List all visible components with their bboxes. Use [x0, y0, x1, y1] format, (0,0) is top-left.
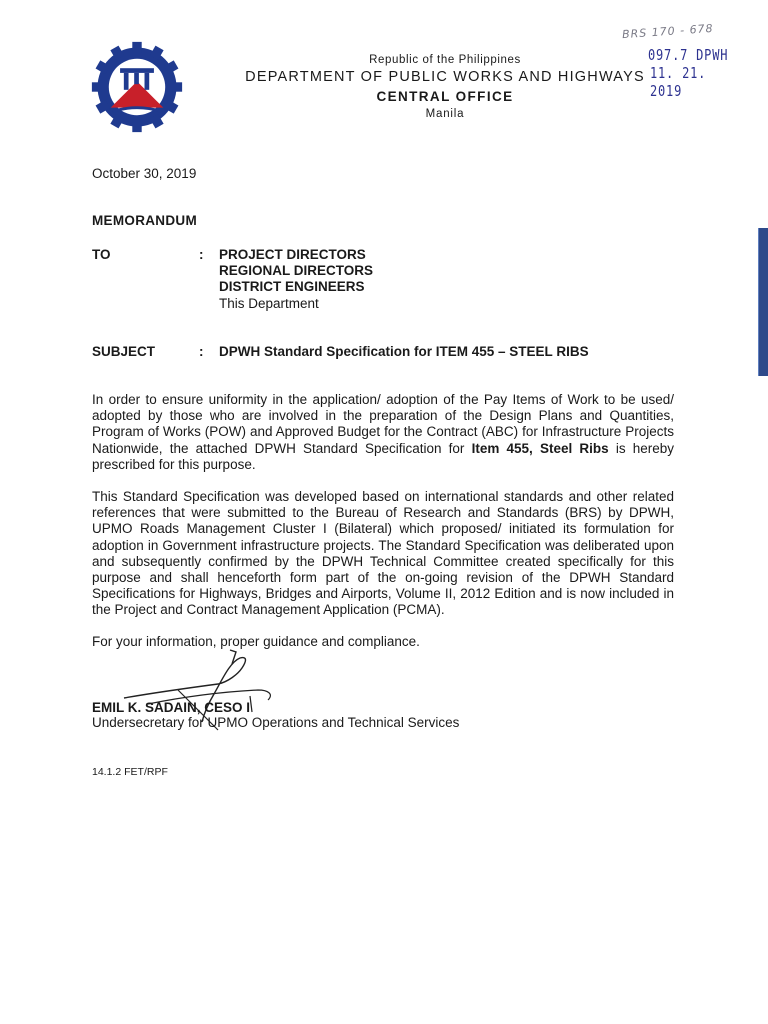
header-city: Manila	[425, 108, 465, 120]
header-office: CENTRAL OFFICE	[376, 89, 514, 104]
to-colon: :	[199, 247, 204, 262]
body-paragraph-3: For your information, proper guidance and compliance.	[92, 634, 420, 649]
recipient-org: This Department	[219, 296, 319, 311]
memo-type: MEMORANDUM	[92, 213, 197, 228]
received-number-stamp: 097.7 DPWH	[648, 46, 729, 64]
signatory-name: EMIL K. SADAIN, CESO I	[92, 700, 251, 715]
body-paragraph-2: This Standard Specification was developed based on international standards and other related references that were submitted to the Bureau of Research and Standards (BRS) by DPWH, UPMO Roads Management Cluster I (Bilateral) which proposed/ initiated its formulation for adoption in Government infrastructure projects. The Standard Specification was deliberated upon and subsequently confirmed by the DPWH Technical Committee created specifically for this purpose and shall henceforth form part of the on-going revision of the DPWH Standard Specifications for Highways, Bridges and Airports, Volume II, 2012 Edition and is now included in the Project and Contract Management Application (PCMA).	[92, 489, 674, 618]
header-republic: Republic of the Philippines	[369, 54, 521, 66]
p1-text-end: is hereby prescribed for this purpose.	[92, 440, 675, 472]
header-department: DEPARTMENT OF PUBLIC WORKS AND HIGHWAYS	[245, 69, 645, 85]
memo-date: October 30, 2019	[92, 166, 197, 181]
dpwh-seal-logo	[90, 40, 184, 134]
to-label: TO	[92, 247, 111, 262]
page-edge-tab	[758, 228, 768, 376]
body-paragraph-1	[92, 392, 674, 473]
handwritten-signature	[118, 648, 288, 748]
subject-label: SUBJECT	[92, 344, 156, 359]
item-name-bold: Item 455, Steel Ribs	[471, 440, 609, 456]
p1-text-start: In order to ensure uniformity in the application/ adoption of the Pay Items of Work to be used/ adopted by those who are involved in the preparation of the Design Plans and Quantities, Program of Works (POW) and Approved Budget for the Contract (ABC) for Infrastructure Projects Nationwide, the attached DPWH Standard Specification for	[92, 392, 674, 456]
recipient-line: REGIONAL DIRECTORS	[219, 263, 374, 278]
handwritten-ref-stamp: BRS 170 - 678	[621, 21, 714, 42]
subject-colon: :	[199, 344, 204, 359]
recipient-line: PROJECT DIRECTORS	[219, 247, 366, 262]
reference-code: 14.1.2 FET/RPF	[92, 766, 168, 778]
subject-text: DPWH Standard Specification for ITEM 455 – STEEL RIBS	[219, 344, 589, 359]
signatory-title: Undersecretary for UPMO Operations and Technical Services	[92, 715, 460, 730]
received-date-stamp: 11. 21. 2019	[650, 64, 707, 100]
recipient-line: DISTRICT ENGINEERS	[219, 279, 365, 294]
